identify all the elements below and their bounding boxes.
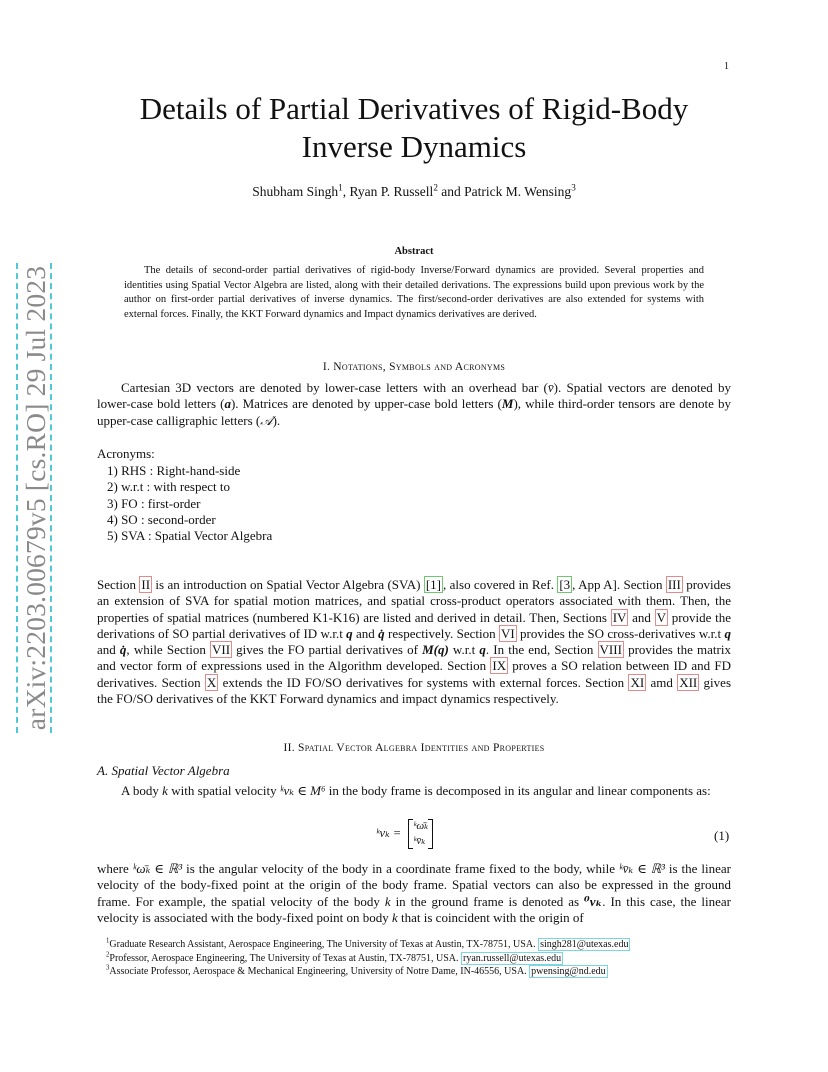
footnote-text: Associate Professor, Aerospace & Mechanical Engineering, University of Notre Dame, IN-46556, USA. — [109, 966, 530, 977]
math-symbol: M — [501, 396, 514, 412]
text-run: that is coincident with the origin of — [397, 909, 584, 925]
text-run: provides the matrix and vector form of expressions used in the Algorithm developed. Section — [97, 642, 731, 674]
body-paragraph — [97, 861, 731, 926]
author-separator: and — [437, 184, 465, 199]
section-heading: I. Notations, Symbols and Acronyms — [322, 361, 506, 373]
math-symbol: v̄ — [547, 380, 554, 395]
text-run: A body — [121, 783, 163, 798]
paper-title: Details of Partial Derivatives of Rigid-Body Inverse Dynamics — [139, 91, 689, 164]
text-run: . In this case, the linear velocity is associated with the body-fixed point on body — [97, 893, 731, 925]
section-link[interactable]: II — [141, 577, 151, 592]
section-link[interactable]: XII — [679, 674, 698, 690]
math-symbol: k — [391, 909, 398, 925]
footnote — [106, 952, 630, 966]
text-run: gives the FO partial derivatives of — [232, 642, 423, 658]
text-run: in the ground frame is denoted as — [390, 893, 584, 909]
affiliation-mark: 2 — [433, 182, 438, 193]
page-number: 1 — [724, 61, 729, 72]
affiliation-mark: 3 — [571, 182, 576, 193]
text-run: where — [97, 861, 133, 876]
section-link[interactable]: IX — [492, 658, 507, 674]
math-symbol: ᵏv̄ₖ ∈ ℝ³ — [618, 861, 665, 876]
abstract-heading: Abstract — [394, 246, 434, 257]
equation-lhs: ᵏvₖ = — [376, 825, 402, 840]
email-link[interactable]: pwensing@nd.edu — [531, 966, 606, 977]
overview-paragraph — [97, 577, 731, 707]
body-paragraph — [97, 783, 731, 799]
math-symbol: a — [224, 396, 231, 412]
text-run: provides an extension of SVA for spatial motion matrices, and spatial cross-product operators associated with them. Then, the properties of spatial matrices (numbered K1-K16) are listed and derived in detail. Then, Sections — [97, 577, 731, 625]
author-name: Ryan P. Russell — [349, 184, 434, 199]
text-run: , App A]. Section — [572, 577, 666, 592]
footnote-text: Professor, Aerospace Engineering, The University of Texas at Austin, TX-78751, USA. — [109, 952, 462, 964]
math-symbol: q̇ — [119, 642, 127, 658]
text-run: and — [352, 625, 379, 641]
subsection-heading: A. Spatial Vector Algebra — [97, 763, 230, 778]
author-line — [98, 184, 730, 200]
text-run: , while Section — [126, 642, 210, 658]
math-symbol: q — [346, 625, 353, 641]
footnotes — [106, 938, 630, 979]
math-symbol: ᵏvₖ ∈ M⁶ — [279, 783, 326, 798]
text-run: ). Matrices are denoted by upper-case bold letters ( — [230, 396, 502, 412]
text-run: provides the SO cross-derivatives w.r.t — [516, 625, 725, 641]
section-link[interactable]: III — [667, 577, 681, 592]
text-run: is the angular velocity of the body in a coordinate frame fixed to the body, while — [182, 861, 619, 876]
acronym-item: 3) FO : first-order — [107, 495, 201, 511]
text-run: Cartesian 3D vectors are denoted by lower-case letters with an overhead bar ( — [121, 380, 548, 395]
abstract-text: The details of second-order partial derivatives of rigid-body Inverse/Forward dynamics are provided. Several properties and identities using Spatial Vector Algebra are listed, along with their detailed derivations. The expressions build upon previous work by the author on first-order partial derivatives of inverse dynamics. The first/second-order derivatives are also extended for systems with external forces. Finally, the KKT Forward dynamics and Impact dynamics derivatives are derived. — [124, 265, 704, 320]
footnote — [106, 965, 630, 979]
text-run: w.r.t — [448, 642, 480, 658]
text-run: and — [97, 642, 120, 658]
text-run: ), while third-order tensors are denote by upper-case calligraphic letters ( — [97, 396, 731, 428]
section-link[interactable]: VIII — [599, 642, 622, 658]
text-run: respectively. Section — [384, 625, 499, 641]
math-symbol: 𝒜 — [260, 412, 273, 428]
arxiv-stamp[interactable]: arXiv:2203.00679v5 [cs.RO] 29 Jul 2023 — [16, 263, 52, 733]
text-run: amd — [646, 674, 678, 690]
equation-1 — [376, 819, 433, 849]
footnote-mark: 2 — [106, 951, 110, 959]
affiliation-mark: 1 — [338, 182, 343, 193]
text-run: provide the derivations of SO partial derivatives of ID w.r.t — [97, 609, 732, 641]
email-link[interactable]: singh281@utexas.edu — [540, 939, 629, 950]
text-run: extends the ID FO/SO derivatives for systems with external forces. Section — [218, 674, 629, 690]
citation-link[interactable]: [1] — [425, 577, 441, 592]
footnote — [106, 938, 630, 952]
notation-paragraph — [97, 380, 731, 429]
footnote-mark: 1 — [106, 937, 110, 945]
matrix-row: ᵏω̄ₖ — [413, 820, 429, 832]
section-link[interactable]: V — [656, 609, 666, 625]
math-symbol: q — [724, 625, 731, 641]
acronym-item: 5) SVA : Spatial Vector Algebra — [107, 528, 273, 544]
math-symbol: k — [384, 893, 391, 909]
math-symbol: k — [162, 783, 168, 798]
footnote-text: Graduate Research Assistant, Aerospace Engineering, The University of Texas at Austin, TX-78751, USA. — [109, 939, 539, 950]
author-separator: , — [342, 184, 350, 199]
text-run: ). — [272, 412, 281, 428]
citation-link[interactable]: [3 — [559, 577, 571, 592]
text-run: , also covered in Ref. — [443, 577, 558, 592]
text-run: is the linear velocity of the body-fixed point at the origin of the body frame. Spatial vectors can also be expressed in the ground frame. For example, the spatial velocity of the body — [97, 861, 731, 909]
email-link[interactable]: ryan.russell@utexas.edu — [463, 952, 562, 964]
acronym-list — [107, 463, 272, 544]
acronym-item: 4) SO : second-order — [107, 511, 216, 527]
math-symbol: ⁰vₖ — [584, 893, 603, 909]
text-run: gives the FO/SO derivatives of the KKT Forward dynamics and impact dynamics respectively. — [97, 674, 731, 707]
author-name: Shubham Singh — [252, 184, 339, 199]
section-link[interactable]: IV — [612, 609, 627, 625]
section-link[interactable]: XI — [630, 674, 645, 690]
math-symbol: q̇ — [378, 625, 385, 641]
matrix-row: ᵏv̄ₖ — [413, 835, 426, 847]
section-heading: II. Spatial Vector Algebra Identities and Properties — [283, 742, 545, 754]
footnote-mark: 3 — [106, 964, 110, 972]
equation-number: (1) — [714, 828, 730, 843]
math-symbol: ᵏω̄ₖ ∈ ℝ³ — [132, 861, 183, 876]
section-link[interactable]: VII — [211, 642, 231, 658]
text-run: ). Spatial vectors are denoted by lower-case bold letters ( — [97, 380, 731, 412]
acronyms-label: Acronyms: — [97, 446, 155, 461]
text-run: proves a SO relation between ID and FD derivatives. Section — [97, 658, 731, 690]
text-run: and — [628, 609, 655, 625]
text-run: Section — [97, 577, 140, 592]
section-link[interactable]: X — [206, 674, 217, 690]
text-run: in the body frame is decomposed in its angular and linear components as: — [325, 783, 711, 798]
section-link[interactable]: VI — [500, 625, 515, 641]
math-symbol: q — [479, 642, 486, 658]
acronym-item: 1) RHS : Right-hand-side — [107, 463, 241, 478]
equation-matrix — [408, 819, 433, 849]
author-name: Patrick M. Wensing — [464, 184, 572, 199]
acronym-item: 2) w.r.t : with respect to — [107, 479, 230, 495]
math-symbol: M(q) — [422, 642, 449, 658]
text-run: with spatial velocity — [167, 783, 280, 798]
text-run: . In the end, Section — [485, 642, 598, 658]
text-run: is an introduction on Spatial Vector Algebra (SVA) — [152, 577, 424, 592]
